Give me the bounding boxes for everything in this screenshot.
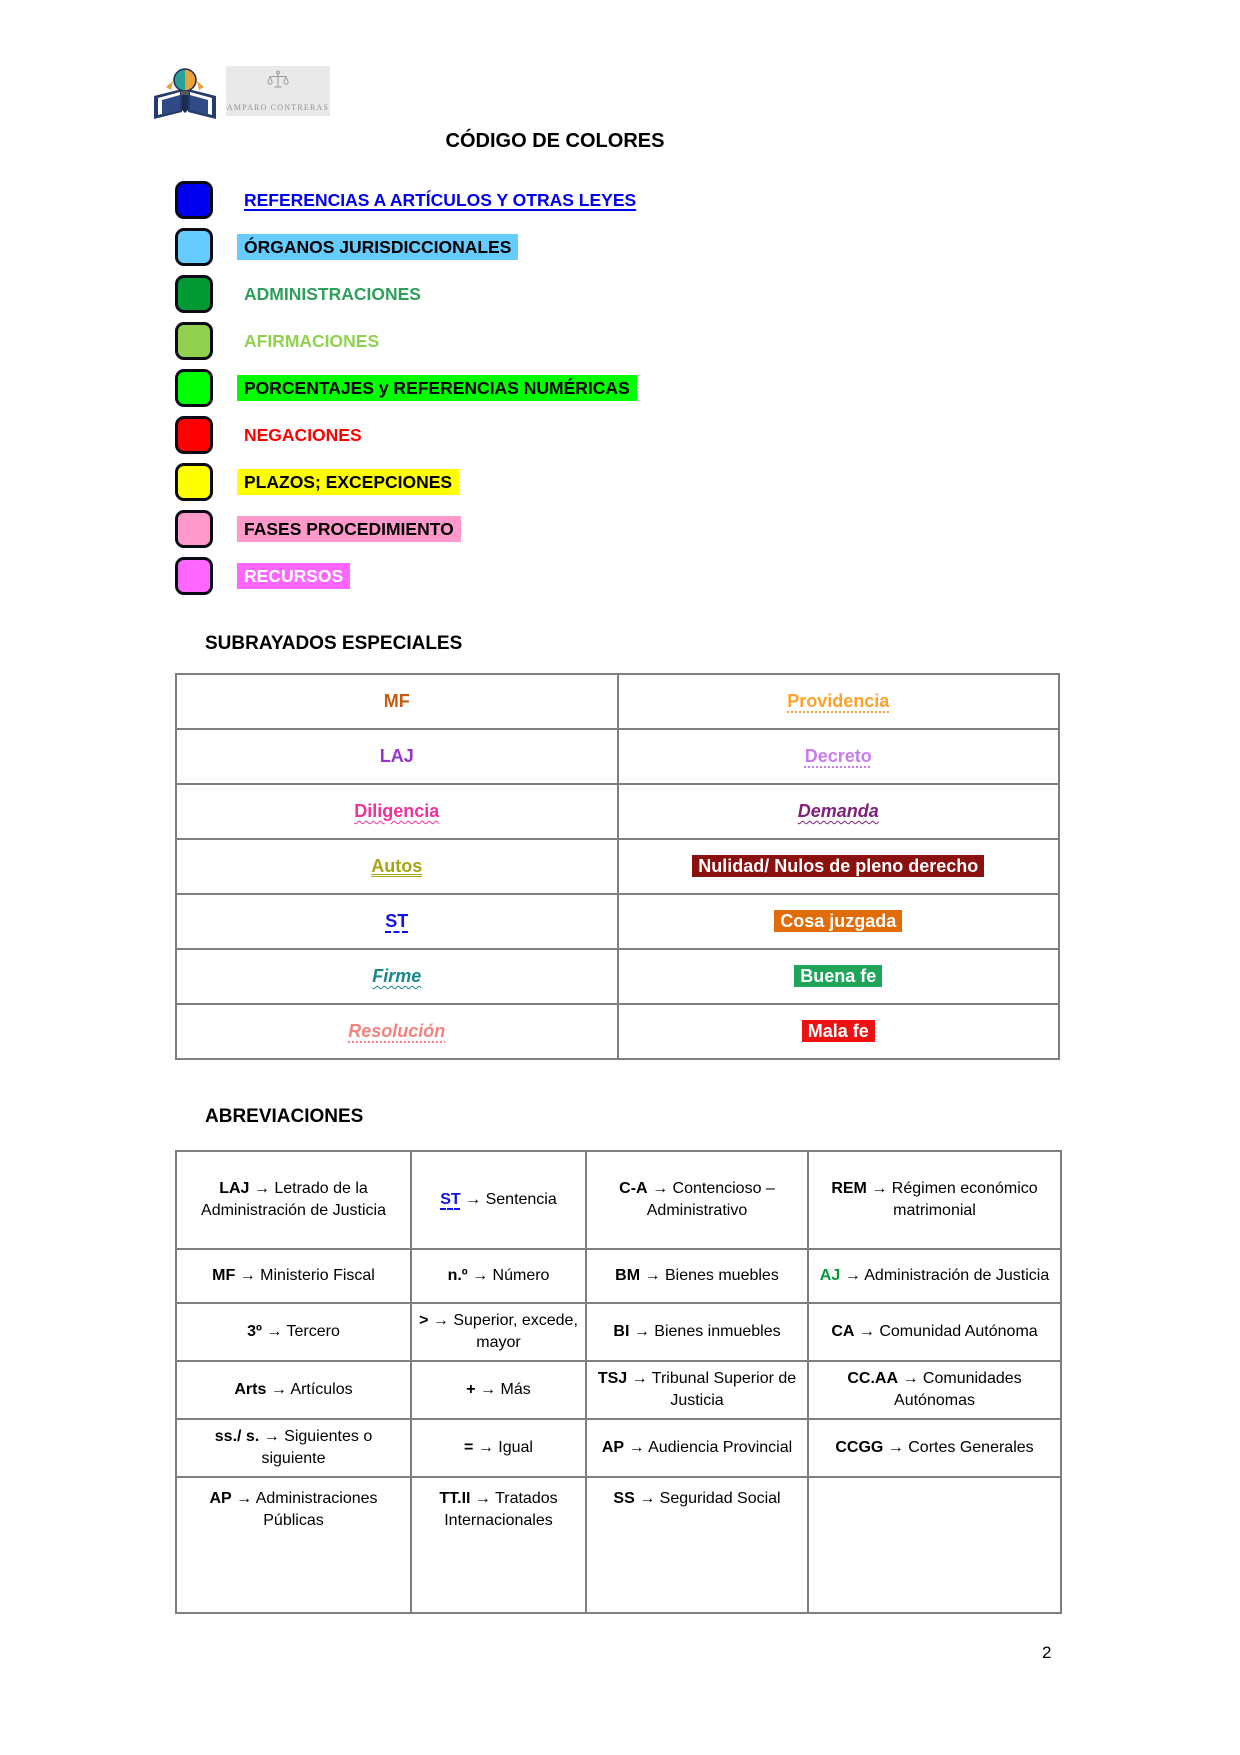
abbr-cell	[808, 1249, 1061, 1303]
legend-item	[175, 228, 1065, 266]
abbr-cell	[176, 1151, 411, 1249]
abbr-expansion: Letrado de la Administración de Justicia	[201, 1180, 386, 1219]
abbr: CCGG	[835, 1439, 884, 1457]
abbr-expansion: Contencioso – Administrativo	[646, 1180, 775, 1219]
table-row	[176, 1004, 1059, 1059]
arrow-icon: →	[631, 1370, 648, 1388]
highlight-chip-nulidad: Nulidad/ Nulos de pleno derecho	[692, 855, 984, 877]
abbr-cell	[586, 1419, 808, 1477]
abbr: 3º	[247, 1323, 262, 1341]
abbr: REM	[831, 1180, 867, 1198]
page-number: 2	[1042, 1643, 1052, 1662]
abbr: MF	[212, 1267, 236, 1285]
arrow-icon: →	[253, 1180, 270, 1198]
arrow-icon: →	[477, 1439, 494, 1457]
abbr-cell	[411, 1419, 586, 1477]
color-legend	[175, 181, 1065, 595]
table-row	[176, 674, 1059, 729]
legend-item	[175, 275, 1065, 313]
brand-name: AMPARO CONTRERAS	[226, 103, 330, 112]
legend-label: REFERENCIAS A ARTÍCULOS Y OTRAS LEYES	[244, 189, 637, 210]
abbr: >	[419, 1312, 429, 1330]
abbr-cell	[586, 1303, 808, 1361]
table-row	[176, 1361, 1061, 1419]
abbr: AP	[209, 1490, 232, 1507]
abbr-expansion: Comunidad Autónoma	[879, 1323, 1038, 1341]
color-swatch	[175, 369, 213, 407]
abbr: SS	[613, 1490, 635, 1507]
abbr-expansion: Siguientes o siguiente	[261, 1428, 373, 1467]
arrow-icon: →	[270, 1381, 287, 1399]
abbr: BM	[615, 1267, 641, 1285]
legend-label: RECURSOS	[237, 563, 350, 589]
arrow-icon: →	[871, 1180, 888, 1198]
legend-label: NEGACIONES	[244, 424, 362, 445]
mark-autos: Autos	[371, 856, 423, 876]
color-swatch	[175, 510, 213, 548]
arrow-icon: →	[644, 1267, 661, 1285]
mark-decreto: Decreto	[804, 746, 872, 766]
legend-item	[175, 463, 1065, 501]
abbr-expansion: Sentencia	[485, 1191, 557, 1209]
abbr: n.º	[447, 1267, 468, 1285]
abbr-cell	[586, 1361, 808, 1419]
abbr-expansion: Superior, excede, mayor	[453, 1312, 578, 1351]
abbr-expansion: Tribunal Superior de Justicia	[651, 1370, 797, 1409]
arrow-icon: →	[465, 1191, 482, 1209]
arrow-icon: →	[628, 1439, 645, 1457]
legend-item	[175, 369, 1065, 407]
abbr: AP	[601, 1439, 625, 1457]
mark-diligencia: Diligencia	[354, 801, 440, 821]
table-row	[176, 894, 1059, 949]
color-swatch	[175, 463, 213, 501]
mark-demanda: Demanda	[797, 801, 879, 821]
abbr-expansion: Más	[500, 1381, 531, 1399]
abbr-expansion: Bienes inmuebles	[654, 1323, 781, 1341]
color-swatch	[175, 322, 213, 360]
color-swatch	[175, 416, 213, 454]
abbr: Arts	[234, 1381, 267, 1399]
abbr-cell	[411, 1477, 586, 1613]
arrow-icon: →	[480, 1381, 497, 1399]
abbr: +	[466, 1381, 476, 1399]
mark-firme: Firme	[372, 966, 422, 986]
abbr-cell	[411, 1151, 586, 1249]
abbr-expansion: Audiencia Provincial	[648, 1439, 793, 1457]
highlight-chip-mala-fe: Mala fe	[802, 1020, 875, 1042]
table-row	[176, 784, 1059, 839]
document-page	[175, 0, 1065, 1614]
abbr: ss./ s.	[214, 1428, 260, 1446]
legend-label: AFIRMACIONES	[244, 330, 380, 351]
color-swatch	[175, 228, 213, 266]
abbr-cell-empty	[808, 1477, 1061, 1613]
abbr-expansion: Administración de Justicia	[864, 1267, 1050, 1285]
abbr-expansion: Número	[492, 1267, 550, 1285]
arrow-icon: →	[858, 1323, 875, 1341]
legend-label: ADMINISTRACIONES	[244, 283, 421, 304]
abbr: C-A	[619, 1180, 648, 1198]
table-row	[176, 729, 1059, 784]
subrayados-table	[175, 673, 1060, 1060]
legend-label: PORCENTAJES y REFERENCIAS NUMÉRICAS	[237, 375, 637, 401]
color-swatch	[175, 181, 213, 219]
arrow-icon: →	[472, 1267, 489, 1285]
abbr-expansion: Tercero	[286, 1323, 340, 1341]
abbr: AJ	[819, 1267, 841, 1285]
abbr-cell	[176, 1477, 411, 1613]
arrow-icon: →	[432, 1312, 449, 1330]
legend-label: FASES PROCEDIMIENTO	[237, 516, 461, 542]
legend-item	[175, 557, 1065, 595]
abbr-expansion: Administraciones Públicas	[255, 1490, 378, 1529]
highlight-chip-buena-fe: Buena fe	[794, 965, 882, 987]
abbr-expansion: Ministerio Fiscal	[260, 1267, 375, 1285]
mark-st: ST	[385, 911, 409, 931]
abbr-cell	[808, 1151, 1061, 1249]
mark-resolucion: Resolución	[348, 1021, 446, 1041]
abbr: =	[464, 1439, 474, 1457]
arrow-icon: →	[474, 1490, 491, 1507]
section-heading-abreviaciones: ABREVIACIONES	[205, 1106, 364, 1127]
arrow-icon: →	[844, 1267, 861, 1285]
abbr-cell	[808, 1419, 1061, 1477]
abbr-expansion: Régimen económico matrimonial	[891, 1180, 1038, 1219]
abbr-cell	[411, 1361, 586, 1419]
abbr-expansion: Artículos	[290, 1381, 353, 1399]
legend-label: PLAZOS; EXCEPCIONES	[237, 469, 459, 495]
mark-providencia: Providencia	[787, 691, 890, 711]
abbr-cell	[176, 1361, 411, 1419]
page-title: CÓDIGO DE COLORES	[445, 130, 665, 152]
arrow-icon: →	[887, 1439, 904, 1457]
abbr: LAJ	[219, 1180, 250, 1198]
abbr-expansion: Tratados Internacionales	[444, 1490, 558, 1529]
abbr-cell	[808, 1303, 1061, 1361]
abreviaciones-table	[175, 1150, 1062, 1614]
highlight-chip-cosa-juzgada: Cosa juzgada	[774, 910, 902, 932]
abbr: TSJ	[597, 1370, 628, 1388]
arrow-icon: →	[639, 1490, 656, 1507]
abbr: CC.AA	[847, 1370, 899, 1388]
abbr-cell	[808, 1361, 1061, 1419]
legend-label: ÓRGANOS JURISDICCIONALES	[237, 234, 518, 260]
table-row	[176, 1151, 1061, 1249]
arrow-icon: →	[236, 1490, 253, 1507]
abbr: TT.II	[439, 1490, 471, 1507]
abbr-cell	[176, 1249, 411, 1303]
table-row	[176, 1249, 1061, 1303]
mark-laj: LAJ	[379, 746, 414, 766]
abbr-expansion: Cortes Generales	[908, 1439, 1034, 1457]
abbr-expansion: Seguridad Social	[659, 1490, 781, 1507]
abbr: ST	[440, 1191, 461, 1209]
color-swatch	[175, 557, 213, 595]
section-heading-subrayados: SUBRAYADOS ESPECIALES	[205, 633, 463, 654]
legend-item	[175, 322, 1065, 360]
legend-item	[175, 181, 1065, 219]
abbr-expansion: Igual	[498, 1439, 533, 1457]
abbr: BI	[613, 1323, 630, 1341]
abbr-cell	[411, 1303, 586, 1361]
table-row	[176, 1303, 1061, 1361]
abbr-cell	[586, 1151, 808, 1249]
table-row	[176, 839, 1059, 894]
table-row	[176, 1477, 1061, 1613]
abbr-cell	[176, 1303, 411, 1361]
color-swatch	[175, 275, 213, 313]
abbr-cell	[586, 1477, 808, 1613]
table-row	[176, 949, 1059, 1004]
table-row	[176, 1419, 1061, 1477]
mark-mf: MF	[383, 691, 410, 711]
legend-item	[175, 416, 1065, 454]
abbr-cell	[411, 1249, 586, 1303]
arrow-icon: →	[239, 1267, 256, 1285]
abbr-cell	[176, 1419, 411, 1477]
legend-item	[175, 510, 1065, 548]
arrow-icon: →	[902, 1370, 919, 1388]
arrow-icon: →	[652, 1180, 669, 1198]
arrow-icon: →	[266, 1323, 283, 1341]
abbr-cell	[586, 1249, 808, 1303]
arrow-icon: →	[263, 1428, 280, 1446]
arrow-icon: →	[633, 1323, 650, 1341]
abbr-expansion: Comunidades Autónomas	[894, 1370, 1022, 1409]
abbr-expansion: Bienes muebles	[664, 1267, 779, 1285]
abbr: CA	[831, 1323, 855, 1341]
